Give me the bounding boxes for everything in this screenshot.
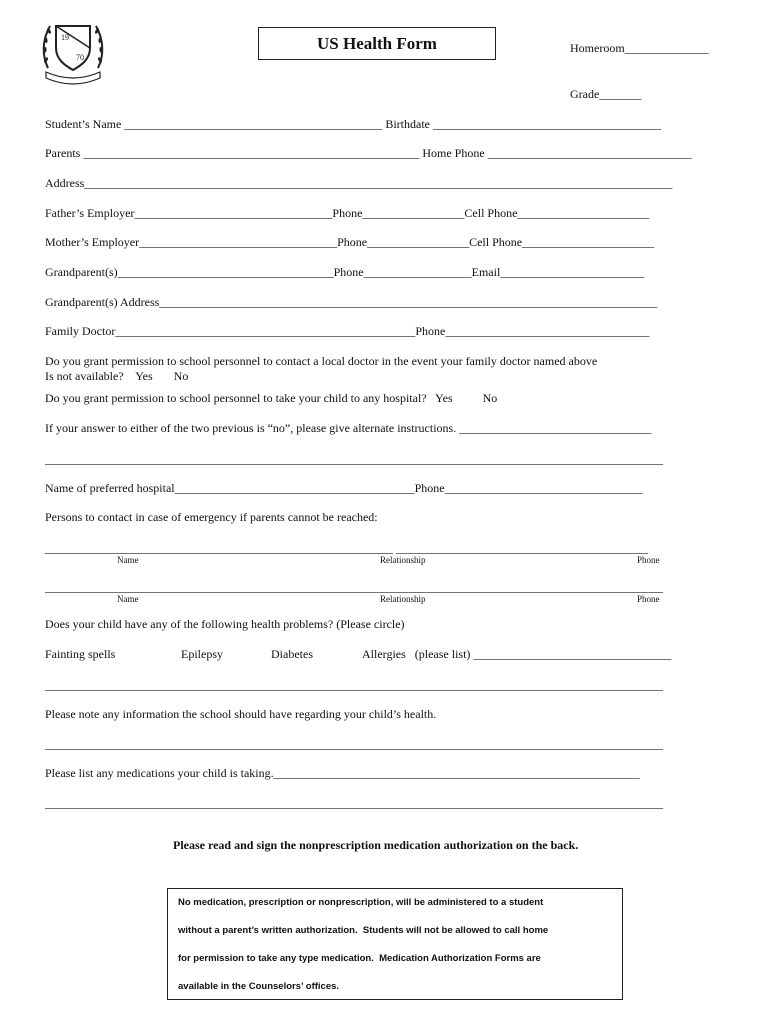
option-fainting-spells[interactable]: Fainting spells [45, 647, 116, 661]
health-problems-blank[interactable]: _______________________________________________________________________________________________________ [45, 678, 663, 692]
emergency-2-relationship-label: Relationship [380, 594, 426, 604]
medications-blank[interactable]: _______________________________________________________________________________________________________ [45, 796, 663, 810]
policy-line-1: No medication, prescription or nonprescription, will be administered to a student [178, 897, 544, 908]
permission-doctor-question: Do you grant permission to school personnel to contact a local doctor in the event your family doctor named above [45, 354, 598, 368]
emergency-contact-2-line[interactable]: _______________________________________________________________________________________________________ [45, 580, 663, 594]
permission-doctor-answer[interactable]: Is not available? Yes No [45, 369, 189, 383]
svg-text:70: 70 [76, 53, 84, 62]
alternate-instructions-line[interactable]: If your answer to either of the two previous is “no”, please give alternate instructions. ________________________________ [45, 421, 652, 435]
grandparents-address-line[interactable]: Grandparent(s) Address___________________________________________________________________________________ [45, 295, 658, 309]
option-epilepsy[interactable]: Epilepsy [181, 647, 223, 661]
students-name-birthdate-line[interactable]: Student’s Name ___________________________________________ Birthdate ______________________________________ [45, 117, 661, 131]
policy-line-4: available in the Counselors’ offices. [178, 981, 340, 992]
health-info-blank[interactable]: _______________________________________________________________________________________________________ [45, 737, 663, 751]
policy-line-3: for permission to take any type medication. Medication Authorization Forms are [178, 953, 541, 964]
mother-employer-line[interactable]: Mother’s Employer_________________________________Phone_________________Cell Phone______________________ [45, 235, 655, 249]
policy-line-2: without a parent’s written authorization. Students will not be allowed to call home [178, 925, 549, 936]
svg-text:19: 19 [61, 33, 69, 42]
emergency-2-phone-label: Phone [637, 594, 660, 604]
emergency-1-phone-label: Phone [637, 555, 660, 565]
health-problems-question: Does your child have any of the following health problems? (Please circle) [45, 617, 405, 631]
permission-hospital-question[interactable]: Do you grant permission to school personnel to take your child to any hospital? Yes No [45, 391, 498, 405]
emergency-1-relationship-label: Relationship [380, 555, 426, 565]
emergency-contact-1-line[interactable]: __________________________________________________________ __________________________________________ [45, 541, 648, 555]
option-diabetes[interactable]: Diabetes [271, 647, 313, 661]
address-line[interactable]: Address__________________________________________________________________________________________________ [45, 176, 673, 190]
medications-line[interactable]: Please list any medications your child is taking._____________________________________________________________ [45, 766, 640, 780]
option-allergies-line[interactable]: Allergies (please list) _________________________________ [362, 647, 672, 661]
school-crest-logo [40, 16, 106, 86]
family-doctor-line[interactable]: Family Doctor__________________________________________________Phone__________________________________ [45, 324, 650, 338]
grade-field[interactable]: Grade_______ [570, 87, 642, 101]
medication-policy-box [167, 888, 623, 1000]
homeroom-field[interactable]: Homeroom______________ [570, 41, 709, 55]
alternate-instructions-blank[interactable]: _______________________________________________________________________________________________________ [45, 452, 663, 466]
grandparents-line[interactable]: Grandparent(s)____________________________________Phone__________________Email________________________ [45, 265, 645, 279]
emergency-2-name-label: Name [117, 594, 139, 604]
sign-notice: Please read and sign the nonprescription medication authorization on the back. [173, 838, 579, 852]
father-employer-line[interactable]: Father’s Employer_________________________________Phone_________________Cell Phone______________________ [45, 206, 650, 220]
preferred-hospital-line[interactable]: Name of preferred hospital________________________________________Phone_________________________________ [45, 481, 643, 495]
form-title: US Health Form [258, 27, 496, 60]
emergency-contacts-heading: Persons to contact in case of emergency if parents cannot be reached: [45, 510, 378, 524]
health-info-label: Please note any information the school should have regarding your child’s health. [45, 707, 437, 721]
parents-home-phone-line[interactable]: Parents ________________________________________________________ Home Phone __________________________________ [45, 146, 692, 160]
emergency-1-name-label: Name [117, 555, 139, 565]
